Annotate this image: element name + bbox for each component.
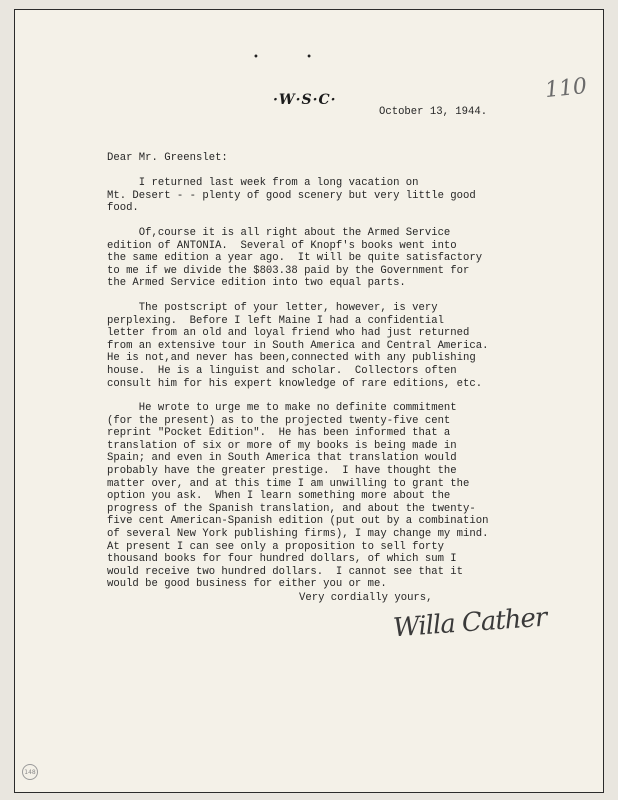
salutation: Dear Mr. Greenslet:: [107, 152, 228, 164]
letterhead-monogram: ·W·S·C·: [273, 92, 337, 108]
letter-date: October 13, 1944.: [379, 106, 488, 118]
letterhead-dots: • •: [253, 52, 334, 63]
paragraph-4: He wrote to urge me to make no definite commitment (for the present) as to the projected twenty-five cent reprint "Pocket Edition". He has been informed that a translation of six or more of my books is being made in Spain; and even in South America that translation would probably have the greater prestige. I have thought the matter over, and at this time I am unwilling to grant the option you ask. When I learn something more about the progress of the Spanish translation, and about the twenty- five cent American-Spanish edition (put out by a combination of several New York publishing firms), I may change my mind. At present I can see only a proposition to sell forty thousand books for four hundred dollars, of which sum I would receive two hundred dollars. I cannot see that it would be good business for either you or me.: [107, 402, 489, 591]
paragraph-1: I returned last week from a long vacation on Mt. Desert - - plenty of good scenery but very little good food.: [107, 177, 476, 215]
archive-stamp: 148: [22, 764, 38, 780]
handwritten-signature: Willa Cather: [392, 602, 548, 644]
pencil-annotation: 110: [543, 73, 589, 104]
letter-sheet: [14, 9, 604, 793]
closing: Very cordially yours,: [299, 592, 433, 604]
paragraph-2: Of,course it is all right about the Armed Service edition of ANTONIA. Several of Knopf's books went into the same edition a year ago. It will be quite satisfactory to me if we divide the $803.38 paid by the Government for the Armed Service edition into two equal parts.: [107, 227, 483, 290]
paragraph-3: The postscript of your letter, however, is very perplexing. Before I left Maine I had a confidential letter from an old and loyal friend who had just returned from an extensive tour in South America and Central America. He is not,and never has been,connected with any publishing house. He is a linguist and scholar. Collectors often consult him for his expert knowledge of rare editions, etc.: [107, 302, 489, 390]
